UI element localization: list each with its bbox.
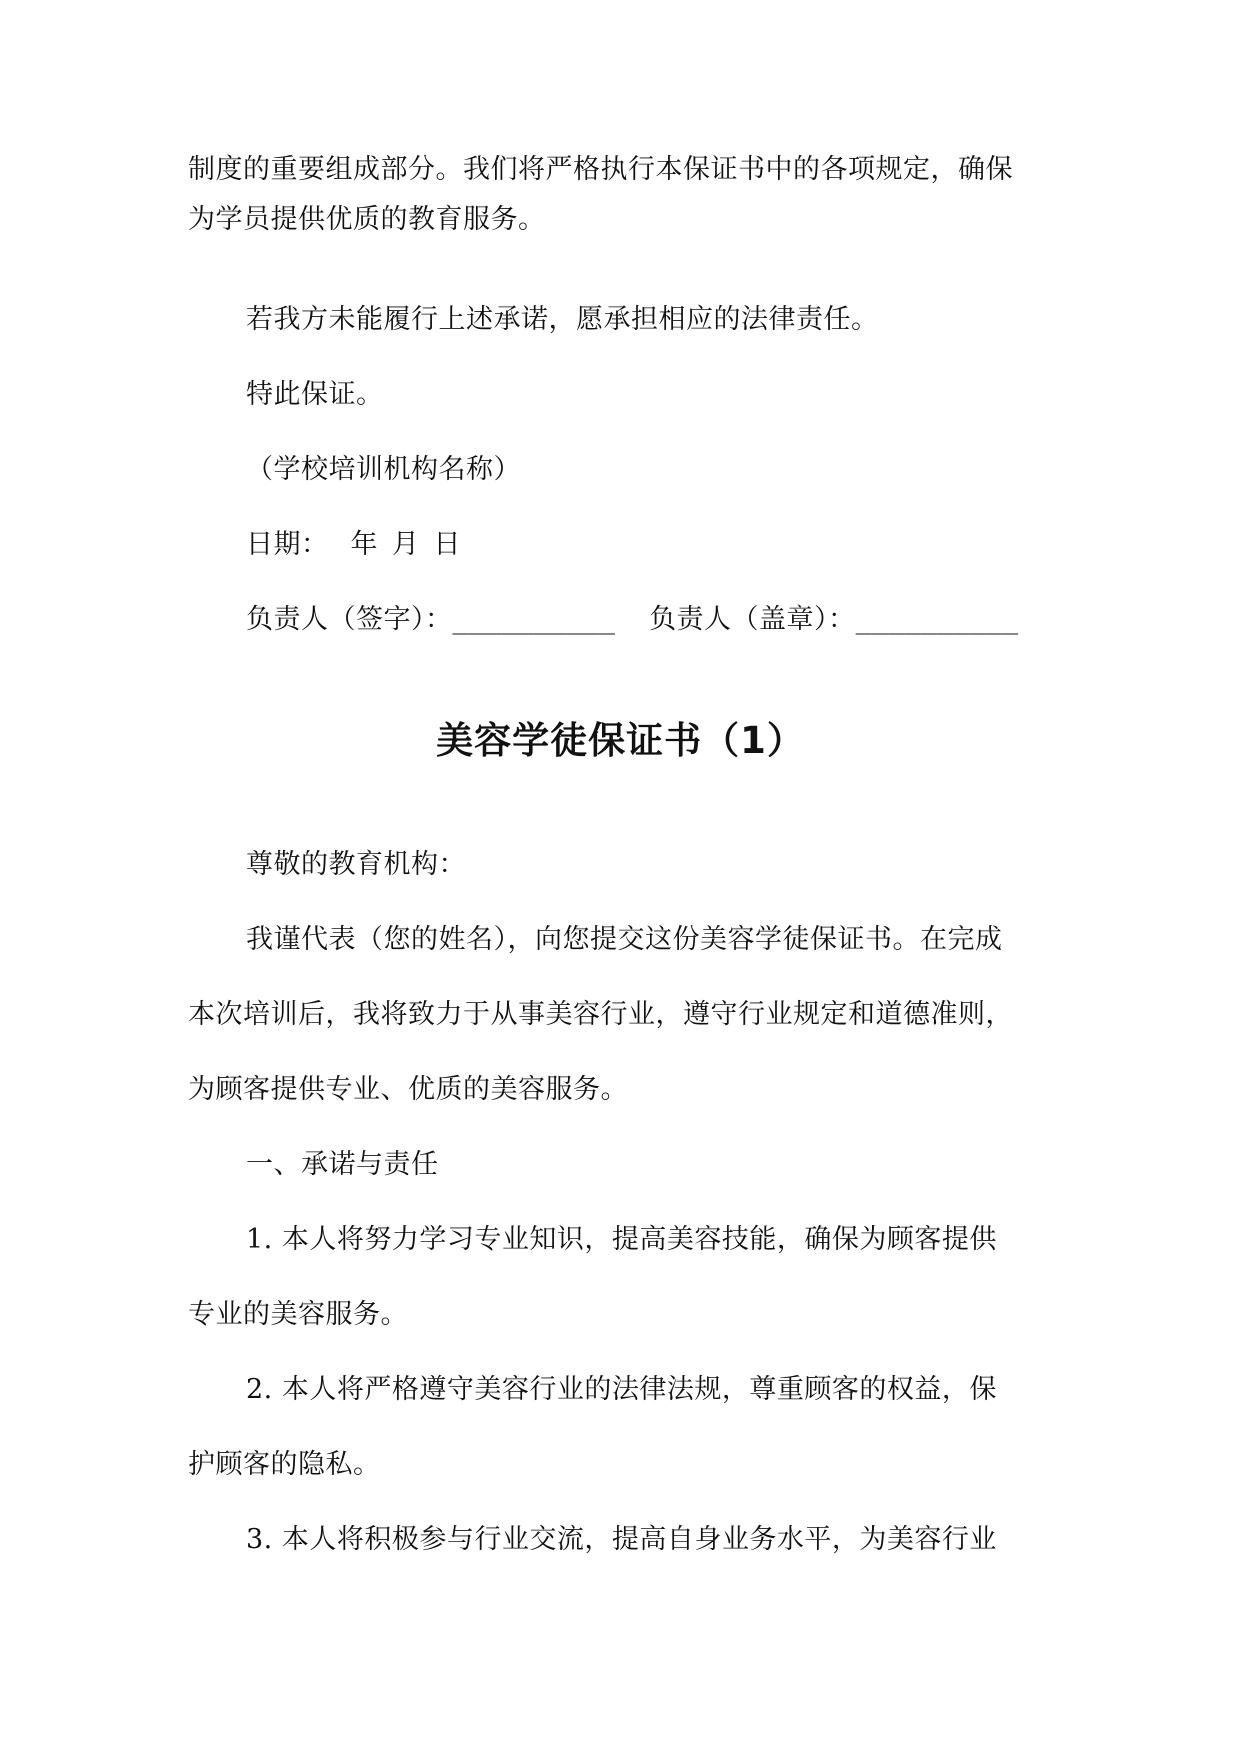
date-month: 月 (392, 529, 420, 560)
closing-statement: 特此保证。 (246, 379, 384, 410)
section-heading: 一、承诺与责任 (246, 1149, 439, 1180)
list-item-line: 2. 本人将严格遵守美容行业的法律法规，尊重顾客的权益，保 (246, 1374, 997, 1405)
date-label: 日期： (246, 529, 329, 560)
paragraph-line: 制度的重要组成部分。我们将严格执行本保证书中的各项规定，确保 (188, 154, 1013, 185)
liability-statement: 若我方未能履行上述承诺，愿承担相应的法律责任。 (246, 304, 879, 335)
organization-name-placeholder: （学校培训机构名称） (246, 454, 521, 485)
intro-line: 我谨代表（您的姓名），向您提交这份美容学徒保证书。在完成 (246, 924, 1003, 955)
list-item-line: 护顾客的隐私。 (188, 1449, 381, 1480)
intro-line: 为顾客提供专业、优质的美容服务。 (188, 1074, 628, 1105)
intro-line: 本次培训后，我将致力于从事美容行业，遵守行业规定和道德准则， (188, 999, 1013, 1030)
list-item-line: 1. 本人将努力学习专业知识，提高美容技能，确保为顾客提供 (246, 1224, 997, 1255)
seal-blank: __________ (855, 604, 1019, 635)
salutation: 尊敬的教育机构： (246, 849, 466, 880)
list-item-line: 3. 本人将积极参与行业交流，提高自身业务水平，为美容行业 (246, 1524, 997, 1555)
signature-blank: __________ (452, 604, 616, 635)
paragraph-line: 为学员提供优质的教育服务。 (188, 204, 546, 235)
seal-label: 负责人（盖章）： (649, 604, 856, 635)
date-year: 年 (350, 529, 378, 560)
list-item-line: 专业的美容服务。 (188, 1299, 408, 1330)
signature-label: 负责人（签字）： (246, 604, 453, 635)
date-line (246, 528, 461, 562)
signature-line (246, 603, 1018, 637)
date-day: 日 (433, 529, 461, 560)
document-title: 美容学徒保证书（1） (436, 719, 805, 762)
